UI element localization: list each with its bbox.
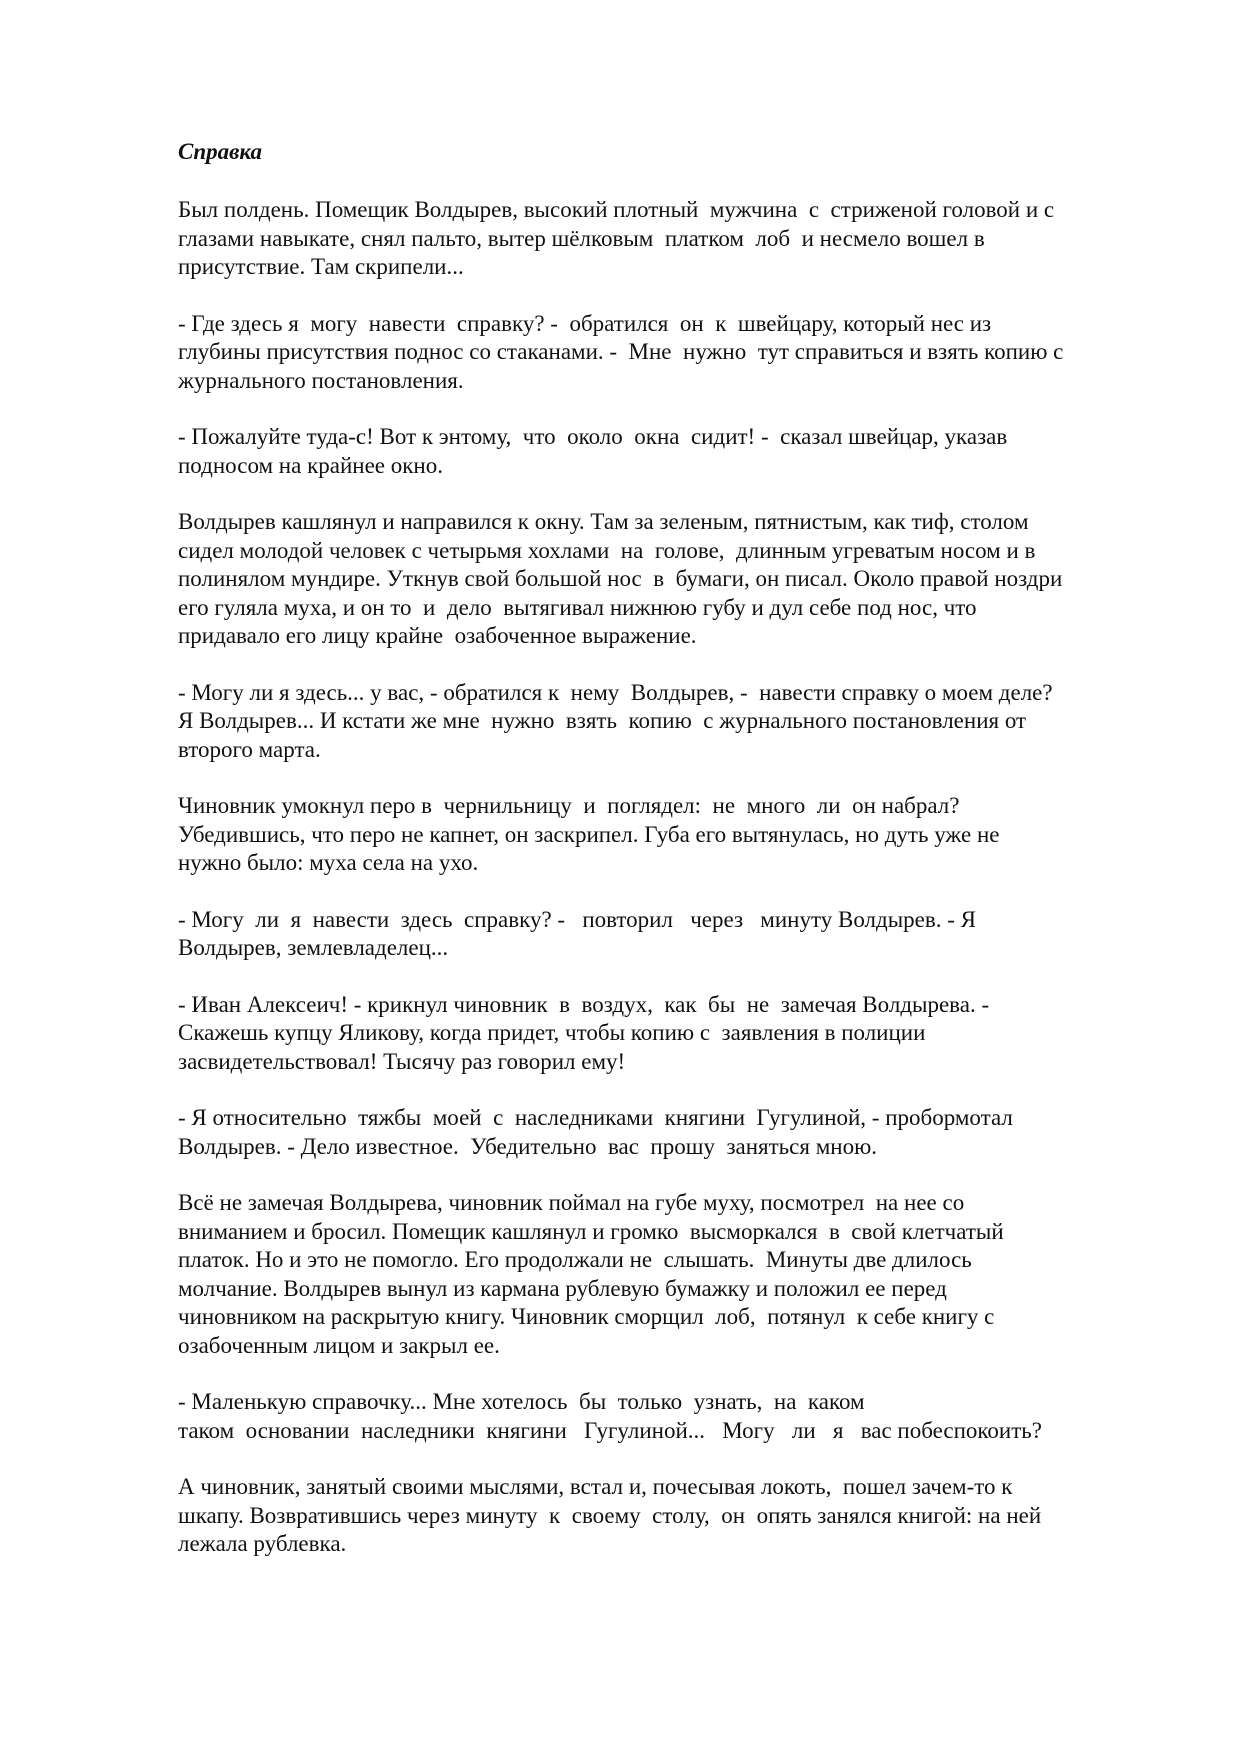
text-line: журнального постановления. xyxy=(178,367,464,393)
text-line: шкапу. Возвратившись через минуту к своему столу, он опять занялся книгой: на ней xyxy=(178,1502,1042,1528)
paragraph xyxy=(178,196,1158,282)
text-line: присутствие. Там скрипели... xyxy=(178,254,464,279)
text-line: вниманием и бросил. Помещик кашлянул и громко высморкался в свой клетчатый xyxy=(178,1218,1004,1244)
text-line: озабоченным лицом и закрыл ее. xyxy=(178,1332,500,1358)
document-page xyxy=(178,138,1158,1587)
paragraph xyxy=(178,1189,1158,1360)
text-line: - Могу ли я здесь... у вас, - обратился к нему Волдырев, - навести справку о моем деле? xyxy=(178,679,1053,705)
document-body xyxy=(178,196,1158,1559)
text-line: подносом на крайнее окно. xyxy=(178,452,443,478)
text-line: - Я относительно тяжбы моей с наследниками княгини Гугулиной, - пробормотал xyxy=(178,1105,1013,1130)
paragraph xyxy=(178,991,1158,1077)
text-line: - Где здесь я могу навести справку? - обратился он к швейцару, который нес из xyxy=(178,310,992,336)
text-line: - Маленькую справочку... Мне хотелось бы только узнать, на каком xyxy=(178,1389,865,1414)
text-line: сидел молодой человек с четырьмя хохлами на голове, длинным угреватым носом и в xyxy=(178,537,1036,563)
text-line: второго марта. xyxy=(178,736,321,762)
text-line: молчание. Волдырев вынул из кармана рублевую бумажку и положил ее перед xyxy=(178,1275,947,1301)
text-line: полинялом мундире. Уткнув свой большой нос в бумаги, он писал. Около правой ноздри xyxy=(178,566,1063,591)
text-line: Волдырев, землевладелец... xyxy=(178,935,449,960)
paragraph xyxy=(178,508,1158,651)
text-line: платок. Но и это не помогло. Его продолжали не слышать. Минуты две длилось xyxy=(178,1247,972,1272)
text-line: Волдырев. - Дело известное. Убедительно вас прошу заняться мною. xyxy=(178,1133,877,1159)
text-line: Я Волдырев... И кстати же мне нужно взять копию с журнального постановления от xyxy=(178,708,1027,733)
text-line: - Пожалуйте туда-с! Вот к энтому, что около окна сидит! - сказал швейцар, указав xyxy=(178,424,1008,449)
text-line: глазами навыкате, снял пальто, вытер шёлковым платком лоб и несмело вошел в xyxy=(178,225,985,251)
paragraph xyxy=(178,1388,1158,1445)
paragraph xyxy=(178,423,1158,480)
text-line: А чиновник, занятый своими мыслями, встал и, почесывая локоть, пошел зачем-то к xyxy=(178,1474,1013,1499)
paragraph xyxy=(178,1473,1158,1559)
text-line: - Могу ли я навести здесь справку? - повторил через минуту Волдырев. - Я xyxy=(178,906,976,932)
text-line: засвидетельствовал! Тысячу раз говорил ему! xyxy=(178,1048,626,1074)
paragraph xyxy=(178,310,1158,396)
document-title: Справка xyxy=(178,139,262,164)
text-line: нужно было: муха села на ухо. xyxy=(178,850,479,875)
text-line: Чиновник умокнул перо в чернильницу и поглядел: не много ли он набрал? xyxy=(178,793,960,818)
paragraph xyxy=(178,1104,1158,1161)
text-line: Волдырев кашлянул и направился к окну. Там за зеленым, пятнистым, как тиф, столом xyxy=(178,509,1029,534)
paragraph xyxy=(178,906,1158,963)
paragraph xyxy=(178,679,1158,765)
paragraph xyxy=(178,792,1158,878)
text-line: его гуляла муха, и он то и дело вытягивал нижнюю губу и дул себе под нос, что xyxy=(178,594,977,620)
text-line: Скажешь купцу Яликову, когда придет, чтобы копию с заявления в полиции xyxy=(178,1020,926,1045)
text-line: Всё не замечая Волдырева, чиновник поймал на губе муху, посмотрел на нее со xyxy=(178,1190,965,1215)
text-line: глубины присутствия поднос со стаканами. - Мне нужно тут справиться и взять копию с xyxy=(178,339,1064,364)
text-line: Убедившись, что перо не капнет, он заскрипел. Губа его вытянулась, но дуть уже не xyxy=(178,821,1000,847)
text-line: придавало его лицу крайне озабоченное выражение. xyxy=(178,623,697,648)
text-line: таком основании наследники княгини Гугулиной... Могу ли я вас побеспокоить? xyxy=(178,1417,1042,1443)
text-line: Был полдень. Помещик Волдырев, высокий плотный мужчина с стриженой головой и с xyxy=(178,197,1055,222)
text-line: чиновником на раскрытую книгу. Чиновник сморщил лоб, потянул к себе книгу с xyxy=(178,1304,995,1329)
text-line: лежала рублевка. xyxy=(178,1531,347,1556)
text-line: - Иван Алексеич! - крикнул чиновник в воздух, как бы не замечая Волдырева. - xyxy=(178,991,990,1017)
